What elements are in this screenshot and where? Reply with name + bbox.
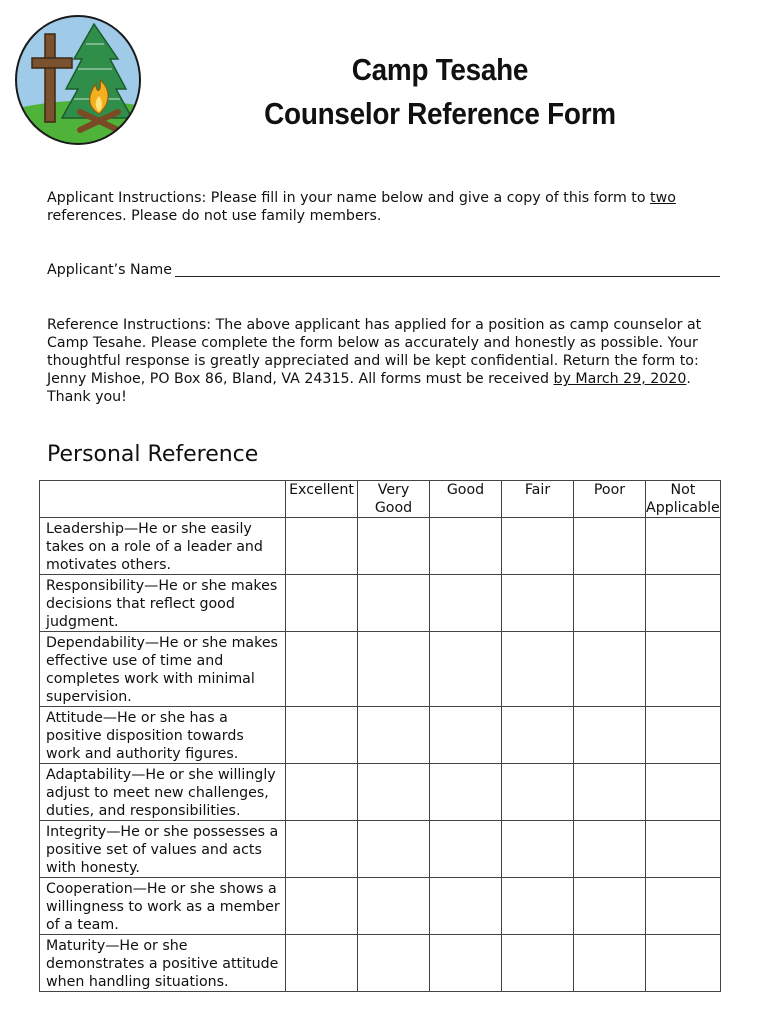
reference-instructions-text: Reference Instructions: The above applicant has applied for a position as camp counselor at Camp Tesahe. Please complete the form below as accurately and honestly as possible. Your thoughtful response is greatly appreciated and will be kept confidential. Return the form to: Jenny Mishoe, PO Box 86, Bland, VA 24315. All forms must be received: [47, 317, 702, 387]
reference-instructions: [47, 316, 737, 406]
criterion-label: Adaptability—He or she willingly adjust to meet new challenges, duties, and responsibilities.: [40, 764, 286, 821]
rating-cell[interactable]: [646, 707, 721, 764]
column-header: Fair: [502, 481, 574, 518]
rating-cell[interactable]: [358, 632, 430, 707]
rating-cell[interactable]: [430, 764, 502, 821]
table-row: [40, 764, 721, 821]
rating-cell[interactable]: [430, 935, 502, 992]
applicant-instructions-emphasis: two: [650, 190, 676, 206]
rating-cell[interactable]: [502, 518, 574, 575]
table-row: [40, 707, 721, 764]
rating-cell[interactable]: [286, 878, 358, 935]
rating-cell[interactable]: [502, 878, 574, 935]
rating-cell[interactable]: [358, 764, 430, 821]
camp-logo: [14, 14, 142, 146]
rating-cell[interactable]: [358, 518, 430, 575]
rating-cell[interactable]: [502, 935, 574, 992]
table-row: [40, 878, 721, 935]
applicant-instructions-text-end: references. Please do not use family members.: [47, 208, 382, 224]
criterion-label: Integrity—He or she possesses a positive set of values and acts with honesty.: [40, 821, 286, 878]
rating-cell[interactable]: [430, 518, 502, 575]
rating-cell[interactable]: [358, 821, 430, 878]
rating-cell[interactable]: [502, 821, 574, 878]
rating-cell[interactable]: [502, 707, 574, 764]
rating-cell[interactable]: [286, 707, 358, 764]
applicant-instructions-text: Applicant Instructions: Please fill in your name below and give a copy of this form to: [47, 190, 651, 206]
rating-cell[interactable]: [574, 575, 646, 632]
rating-cell[interactable]: [646, 935, 721, 992]
rating-cell[interactable]: [430, 878, 502, 935]
rating-cell[interactable]: [286, 575, 358, 632]
rating-cell[interactable]: [574, 821, 646, 878]
rating-cell[interactable]: [502, 764, 574, 821]
rating-cell[interactable]: [574, 878, 646, 935]
rating-cell[interactable]: [574, 518, 646, 575]
table-row: [40, 821, 721, 878]
criterion-label: Cooperation—He or she shows a willingness to work as a member of a team.: [40, 878, 286, 935]
rating-cell[interactable]: [430, 575, 502, 632]
rating-cell[interactable]: [358, 935, 430, 992]
rating-cell[interactable]: [574, 764, 646, 821]
rating-cell[interactable]: [286, 821, 358, 878]
rating-cell[interactable]: [646, 518, 721, 575]
rating-cell[interactable]: [574, 707, 646, 764]
rating-cell[interactable]: [358, 878, 430, 935]
table-row: [40, 518, 721, 575]
reference-deadline: by March 29, 2020: [553, 371, 687, 387]
criterion-label: Responsibility—He or she makes decisions that reflect good judgment.: [40, 575, 286, 632]
rating-cell[interactable]: [646, 821, 721, 878]
table-row: [40, 632, 721, 707]
rating-cell[interactable]: [430, 707, 502, 764]
reference-rating-table: [39, 480, 721, 992]
rating-cell[interactable]: [646, 575, 721, 632]
form-subtitle: Counselor Reference Form: [264, 96, 616, 131]
rating-cell[interactable]: [646, 632, 721, 707]
criterion-label: Attitude—He or she has a positive disposition towards work and authority figures.: [40, 707, 286, 764]
column-header: Excellent: [286, 481, 358, 518]
column-header: Very Good: [358, 481, 430, 518]
criterion-label: Dependability—He or she makes effective use of time and completes work with minimal supervision.: [40, 632, 286, 707]
section-title: Personal Reference: [47, 442, 259, 467]
applicant-name-line[interactable]: [175, 276, 720, 277]
rating-cell[interactable]: [646, 878, 721, 935]
column-header: Poor: [574, 481, 646, 518]
rating-cell[interactable]: [430, 632, 502, 707]
form-title: Camp Tesahe: [351, 52, 529, 87]
rating-cell[interactable]: [286, 632, 358, 707]
rating-cell[interactable]: [502, 575, 574, 632]
column-header: Good: [430, 481, 502, 518]
criterion-label: Maturity—He or she demonstrates a positive attitude when handling situations.: [40, 935, 286, 992]
rating-cell[interactable]: [286, 935, 358, 992]
table-row: [40, 935, 721, 992]
table-header-row: [40, 481, 721, 518]
rating-cell[interactable]: [286, 518, 358, 575]
criterion-label: Leadership—He or she easily takes on a role of a leader and motivates others.: [40, 518, 286, 575]
applicant-name-label: Applicant’s Name: [47, 262, 172, 278]
rating-cell[interactable]: [358, 707, 430, 764]
rating-cell[interactable]: [430, 821, 502, 878]
reference-instructions-text-end: . Thank you!: [47, 371, 691, 405]
rating-cell[interactable]: [574, 935, 646, 992]
rating-cell[interactable]: [286, 764, 358, 821]
rating-cell[interactable]: [646, 764, 721, 821]
rating-cell[interactable]: [574, 632, 646, 707]
rating-cell[interactable]: [502, 632, 574, 707]
header-criteria-cell: [40, 481, 286, 518]
rating-cell[interactable]: [358, 575, 430, 632]
table-row: [40, 575, 721, 632]
applicant-instructions: [47, 189, 737, 225]
column-header: Not Applicable: [646, 482, 720, 516]
